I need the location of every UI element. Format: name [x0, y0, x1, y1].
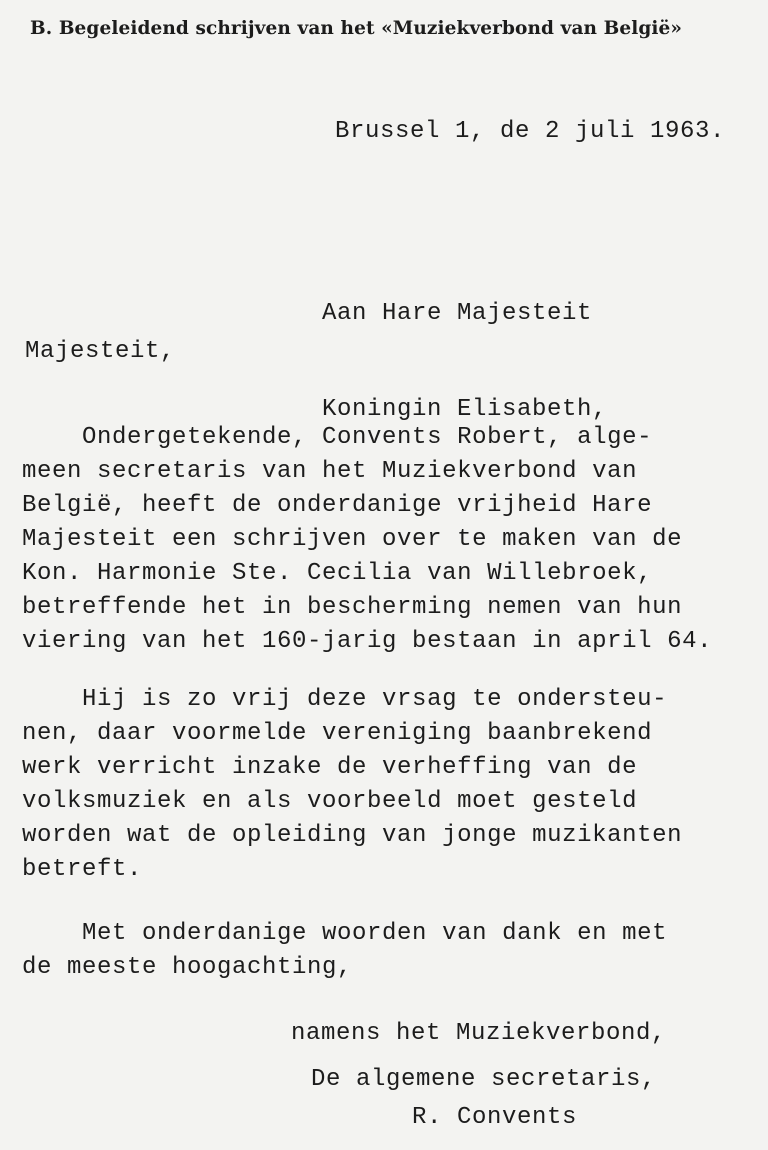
body-line: worden wat de opleiding van jonge muzikanten [22, 822, 683, 849]
signature-name: R. Convents [412, 1104, 578, 1131]
section-heading: B. Begeleidend schrijven van het «Muziekverbond van België» [30, 18, 683, 39]
body-line: Met onderdanige woorden van dank en met [22, 920, 668, 947]
body-line: meen secretaris van het Muziekverbond van [22, 458, 638, 485]
body-line: viering van het 160-jarig bestaan in april 64. [22, 628, 713, 655]
addressee-line-2: Koningin Elisabeth, [322, 396, 608, 423]
body-line: betreft. [22, 856, 143, 883]
body-line: betreffende het in bescherming nemen van hun [22, 594, 683, 621]
addressee-line-1: Aan Hare Majesteit [322, 300, 593, 327]
body-line: volksmuziek en als voorbeeld moet gesteld [22, 788, 638, 815]
salutation: Majesteit, [25, 338, 176, 365]
body-line: België, heeft de onderdanige vrijheid Hare [22, 492, 653, 519]
body-line: de meeste hoogachting, [22, 954, 353, 981]
body-line: Hij is zo vrij deze vrsag te ondersteu- [22, 686, 668, 713]
body-line: werk verricht inzake de verheffing van de [22, 754, 638, 781]
closing-title: De algemene secretaris, [311, 1066, 657, 1093]
letter-date: Brussel 1, de 2 juli 1963. [335, 118, 726, 145]
closing-on-behalf: namens het Muziekverbond, [291, 1020, 667, 1047]
body-line: Ondergetekende, Convents Robert, alge- [22, 424, 653, 451]
body-line: Kon. Harmonie Ste. Cecilia van Willebroek, [22, 560, 653, 587]
body-line: nen, daar voormelde vereniging baanbrekend [22, 720, 653, 747]
body-line: Majesteit een schrijven over te maken van de [22, 526, 683, 553]
